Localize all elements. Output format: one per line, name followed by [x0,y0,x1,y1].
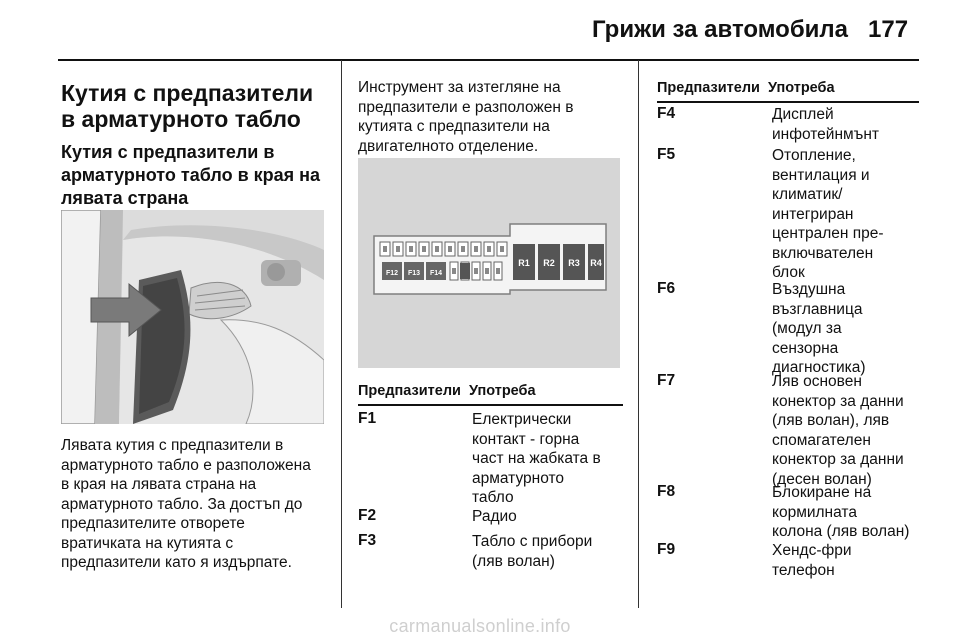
relay-label: R1 [518,258,530,268]
fuse-code: F8 [657,483,676,500]
header-divider [58,59,919,61]
page-number: 177 [868,16,909,43]
fuse-usage: Табло с прибори (ляв волан) [472,533,593,570]
page-header-title: Грижи за автомобила [591,16,848,43]
fuse-code: F6 [657,280,676,297]
fuse-code: F4 [657,105,676,122]
section-title: Кутия с предпазители в арматурното табло [61,80,314,132]
fuse-code: F2 [358,507,377,524]
relay-block [513,244,604,280]
relay-label: R2 [543,258,555,268]
fuse-usage: Блокиране на кормилната колона (ляв волан) [772,484,910,540]
fusebox-location-paragraph: Лявата кутия с предпазители в арматурното табло е разположена в края на лявата страна на арматурното табло. За достъп до предпазителите отворете вратичката на кутията с предпазители като я издърпате. [61,437,311,571]
fuse-column-header: Предпазители [358,383,461,399]
fusebox-diagram [358,158,620,368]
usage-column-header: Употреба [469,383,536,399]
table-header-rule [657,101,919,103]
fuse-usage: Дисплей инфотейнмънт [772,106,880,143]
fuse-code: F9 [657,541,676,558]
dashboard-illustration [61,210,324,424]
dashboard-fusebox-photo [61,210,324,424]
table-header-rule [358,404,623,406]
fuse-label: F13 [407,270,421,277]
fuse-puller-paragraph: Инструмент за изтегляне на предпазители е разположен в кутията с предпазители на двигателното отделение. [358,79,574,155]
fuse-code: F1 [358,410,377,427]
fuse-usage: Електрически контакт - горна част на жабката в арматурното табло [472,411,601,506]
fuse-usage: Отопление, вентилация и климатик/ интегриран централен пре- включвателен блок [772,147,884,281]
fuse-code: F7 [657,372,676,389]
fuse-usage: Ляв основен конектор за данни (ляв волан), ляв спомагателен конектор за данни (десен волан) [772,373,904,488]
relay-label: R3 [568,258,580,268]
fuse-label: F12 [385,270,399,277]
fuse-usage: Радио [472,508,517,525]
fuse-code: F3 [358,532,377,549]
fuse-label: F14 [429,270,443,277]
fuse-code: F5 [657,146,676,163]
usage-column-header: Употреба [768,80,835,96]
bottom-fuse-row [382,262,502,280]
fuse-usage: Въздушна възглавница (модул за сензорна диагностика) [772,281,866,376]
subsection-title: Кутия с предпазители в арматурното табло в края на лявата страна [61,142,321,208]
site-watermark: carmanualsonline.info [389,616,571,636]
fuse-column-header: Предпазители [657,80,760,96]
relay-label: R4 [590,258,602,268]
fuse-usage: Хендс-фри телефон [772,542,852,579]
column-divider-1 [341,60,342,608]
column-divider-2 [638,60,639,608]
